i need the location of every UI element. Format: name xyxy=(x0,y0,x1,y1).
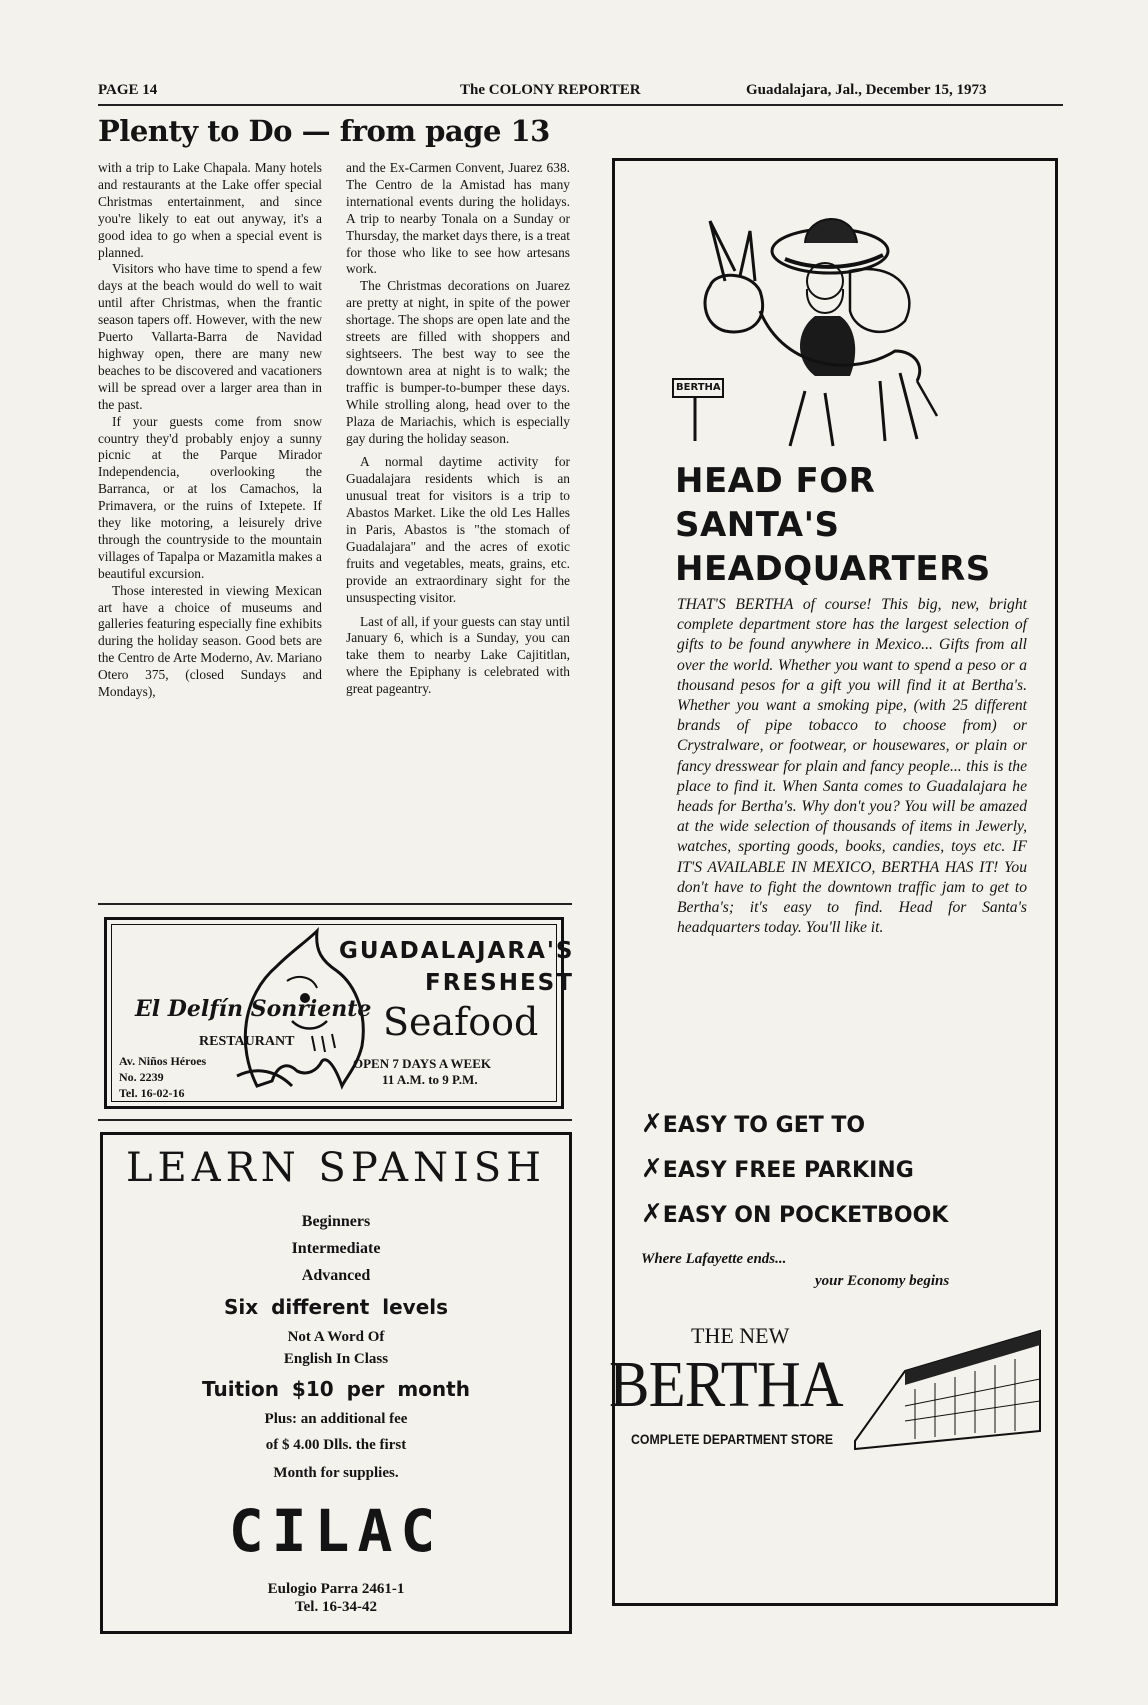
level-intermediate: Intermediate xyxy=(291,1240,381,1257)
article-column-2 xyxy=(346,160,570,698)
restaurant-logo-script: El Delfín Sonriente xyxy=(135,996,372,1022)
fee-line-2: of $ 4.00 Dlls. the first xyxy=(265,1437,407,1453)
level-beginners: Beginners xyxy=(301,1213,371,1230)
fee-line-3: Month for supplies. xyxy=(273,1465,399,1481)
bertha-body-text: THAT'S BERTHA of course! This big, new, bright complete department store has the largest selection of gifts to be found anywhere in Mexico... Gifts from all over the world. Whether you want to spend a peso or a thousand pesos for a gift you will find it at Bertha's. Whether you want a smoking pipe, (with 25 different brands of pipe tobacco to choose from) or Crystralware, or footwear, or housewares, or plain or fancy dresswear for plain and fancy people... this is the place to find it. When Santa comes to Guadalajara he heads for Bertha's. Why don't you? You will be amazed at the wide selection of thousands of items in Jewerly, watches, sporting goods, books, candies, toys etc. IF IT'S AVAILABLE IN MEXICO, BERTHA HAS IT! You don't have to fight the downtown traffic jam to get to Bertha's; it's easy to find. Head for Santa's headquarters today. You'll like it. xyxy=(677,596,1027,937)
no-english-2: English In Class xyxy=(283,1351,389,1367)
fee-line-1: Plus: an additional fee xyxy=(264,1411,408,1427)
tagline-2: your Economy begins xyxy=(815,1273,950,1289)
header-rule xyxy=(98,104,1063,106)
seafood-address-2: No. 2239 xyxy=(119,1070,164,1084)
page-number: PAGE 14 xyxy=(98,82,158,98)
the-new-label: THE NEW xyxy=(691,1323,790,1348)
seafood-rule xyxy=(98,1119,572,1121)
cilac-brand: CILAC xyxy=(228,1497,444,1565)
headline-3: HEADQUARTERS xyxy=(675,549,991,589)
paragraph: and the Ex-Carmen Convent, Juarez 638. The Centro de la Amistad has many international events during the holidays. A trip to nearby Tonala on a Sunday or Thursday, the market days there, is a treat for those who like to see how artesans work. xyxy=(346,160,570,277)
cilac-tel: Tel. 16-34-42 xyxy=(295,1599,377,1615)
star-icon: ✗ xyxy=(641,1154,663,1184)
seafood-headline-1: GUADALAJARA'S xyxy=(339,938,575,964)
paragraph: Last of all, if your guests can stay until January 6, which is a Sunday, you can take them to nearby Lake Cajititlan, where the Epiphany is celebrated with great pageantry. xyxy=(346,613,570,697)
easy-line-3: ✗EASY ON POCKETBOOK xyxy=(641,1199,949,1229)
headline-2: SANTA'S xyxy=(675,505,840,545)
tuition: Tuition $10 per month xyxy=(202,1377,470,1401)
easy-line-2: ✗EASY FREE PARKING xyxy=(641,1154,914,1184)
star-icon: ✗ xyxy=(641,1109,663,1139)
spanish-title: LEARN SPANISH xyxy=(125,1145,547,1191)
bertha-ad xyxy=(609,158,1058,1606)
seafood-headline-3: Seafood xyxy=(383,1000,539,1044)
paragraph: A normal daytime activity for Guadalajara residents which is an unusual treat for visitors is a trip to Abastos Market. Like the old Les Halles in Paris, Abastos is "the stomach of Guadalajara" and the acres of exotic fruits and vegetables, meats, grains, etc. provide an extraordinary sight for the unsuspecting visitor. xyxy=(346,454,570,605)
level-advanced: Advanced xyxy=(301,1267,371,1284)
restaurant-label: RESTAURANT xyxy=(199,1034,295,1049)
store-building-icon xyxy=(845,1311,1045,1451)
star-icon: ✗ xyxy=(641,1199,663,1229)
tagline-1: Where Lafayette ends... xyxy=(641,1251,787,1267)
seafood-hours-1: OPEN 7 DAYS A WEEK xyxy=(353,1056,491,1071)
seafood-address-1: Av. Niños Héroes xyxy=(119,1054,207,1068)
article-column-1 xyxy=(98,160,322,701)
paragraph: If your guests come from snow country they'd probably enjoy a sunny picnic at the Parque Mirador Independencia, overlooking the Barranca, or at los Camachos, la Primavera, or the ruins of Ixtepete. If they like motoring, a leisurely drive through the countryside to the mountain villages of Tapalpa or Mazamitla makes a beautiful excursion. xyxy=(98,413,322,581)
seafood-hours-2: 11 A.M. to 9 P.M. xyxy=(382,1072,478,1087)
no-english-1: Not A Word Of xyxy=(287,1329,385,1345)
cilac-address: Eulogio Parra 2461-1 xyxy=(267,1581,405,1597)
article-rule xyxy=(98,903,572,905)
bertha-sign-text: BERTHA xyxy=(676,382,721,393)
newspaper-name: The COLONY REPORTER xyxy=(460,82,641,98)
dateline: Guadalajara, Jal., December 15, 1973 xyxy=(746,82,987,98)
santa-on-donkey-icon xyxy=(655,201,945,451)
paragraph: Visitors who have time to spend a few days at the beach would do well to wait until after Christmas, when the frantic season tapers off. However, with the new Puerto Vallarta-Barra de Navidad highway open, there are many new beaches to be discovered and vacationers will be spread over a larger area than in the past. xyxy=(98,261,322,412)
spanish-school-ad xyxy=(100,1132,572,1634)
easy-line-1: ✗EASY TO GET TO xyxy=(641,1109,866,1139)
bertha-brand: BERTHA xyxy=(609,1348,843,1421)
paragraph: Those interested in viewing Mexican art have a choice of museums and galleries featuring especially fine exhibits during the holiday season. Good bets are the Centro de Arte Moderno, Av. Mariano Otero 375, (closed Sundays and Mondays), xyxy=(98,582,322,700)
bertha-subtitle: COMPLETE DEPARTMENT STORE xyxy=(631,1431,834,1447)
article-title: Plenty to Do — from page 13 xyxy=(98,114,550,148)
seafood-headline-2: FRESHEST xyxy=(425,970,574,996)
seafood-tel: Tel. 16-02-16 xyxy=(119,1086,185,1100)
headline-1: HEAD FOR xyxy=(675,461,876,501)
six-levels: Six different levels xyxy=(223,1295,449,1319)
seafood-ad xyxy=(104,917,575,1109)
paragraph: The Christmas decorations on Juarez are pretty at night, in spite of the power shortage. The shops are open late and the streets are filled with shoppers and sightseers. The best way to see the downtown area at night is to walk; the traffic is bumper-to-bumper these days. While strolling along, head over to the Plaza de Mariachis, which is especially gay during the holiday season. xyxy=(346,278,570,446)
paragraph: with a trip to Lake Chapala. Many hotels and restaurants at the Lake offer special Christmas entertainment, and since you're likely to eat out anyway, it's a good idea to go when a special event is planned. xyxy=(98,160,322,260)
